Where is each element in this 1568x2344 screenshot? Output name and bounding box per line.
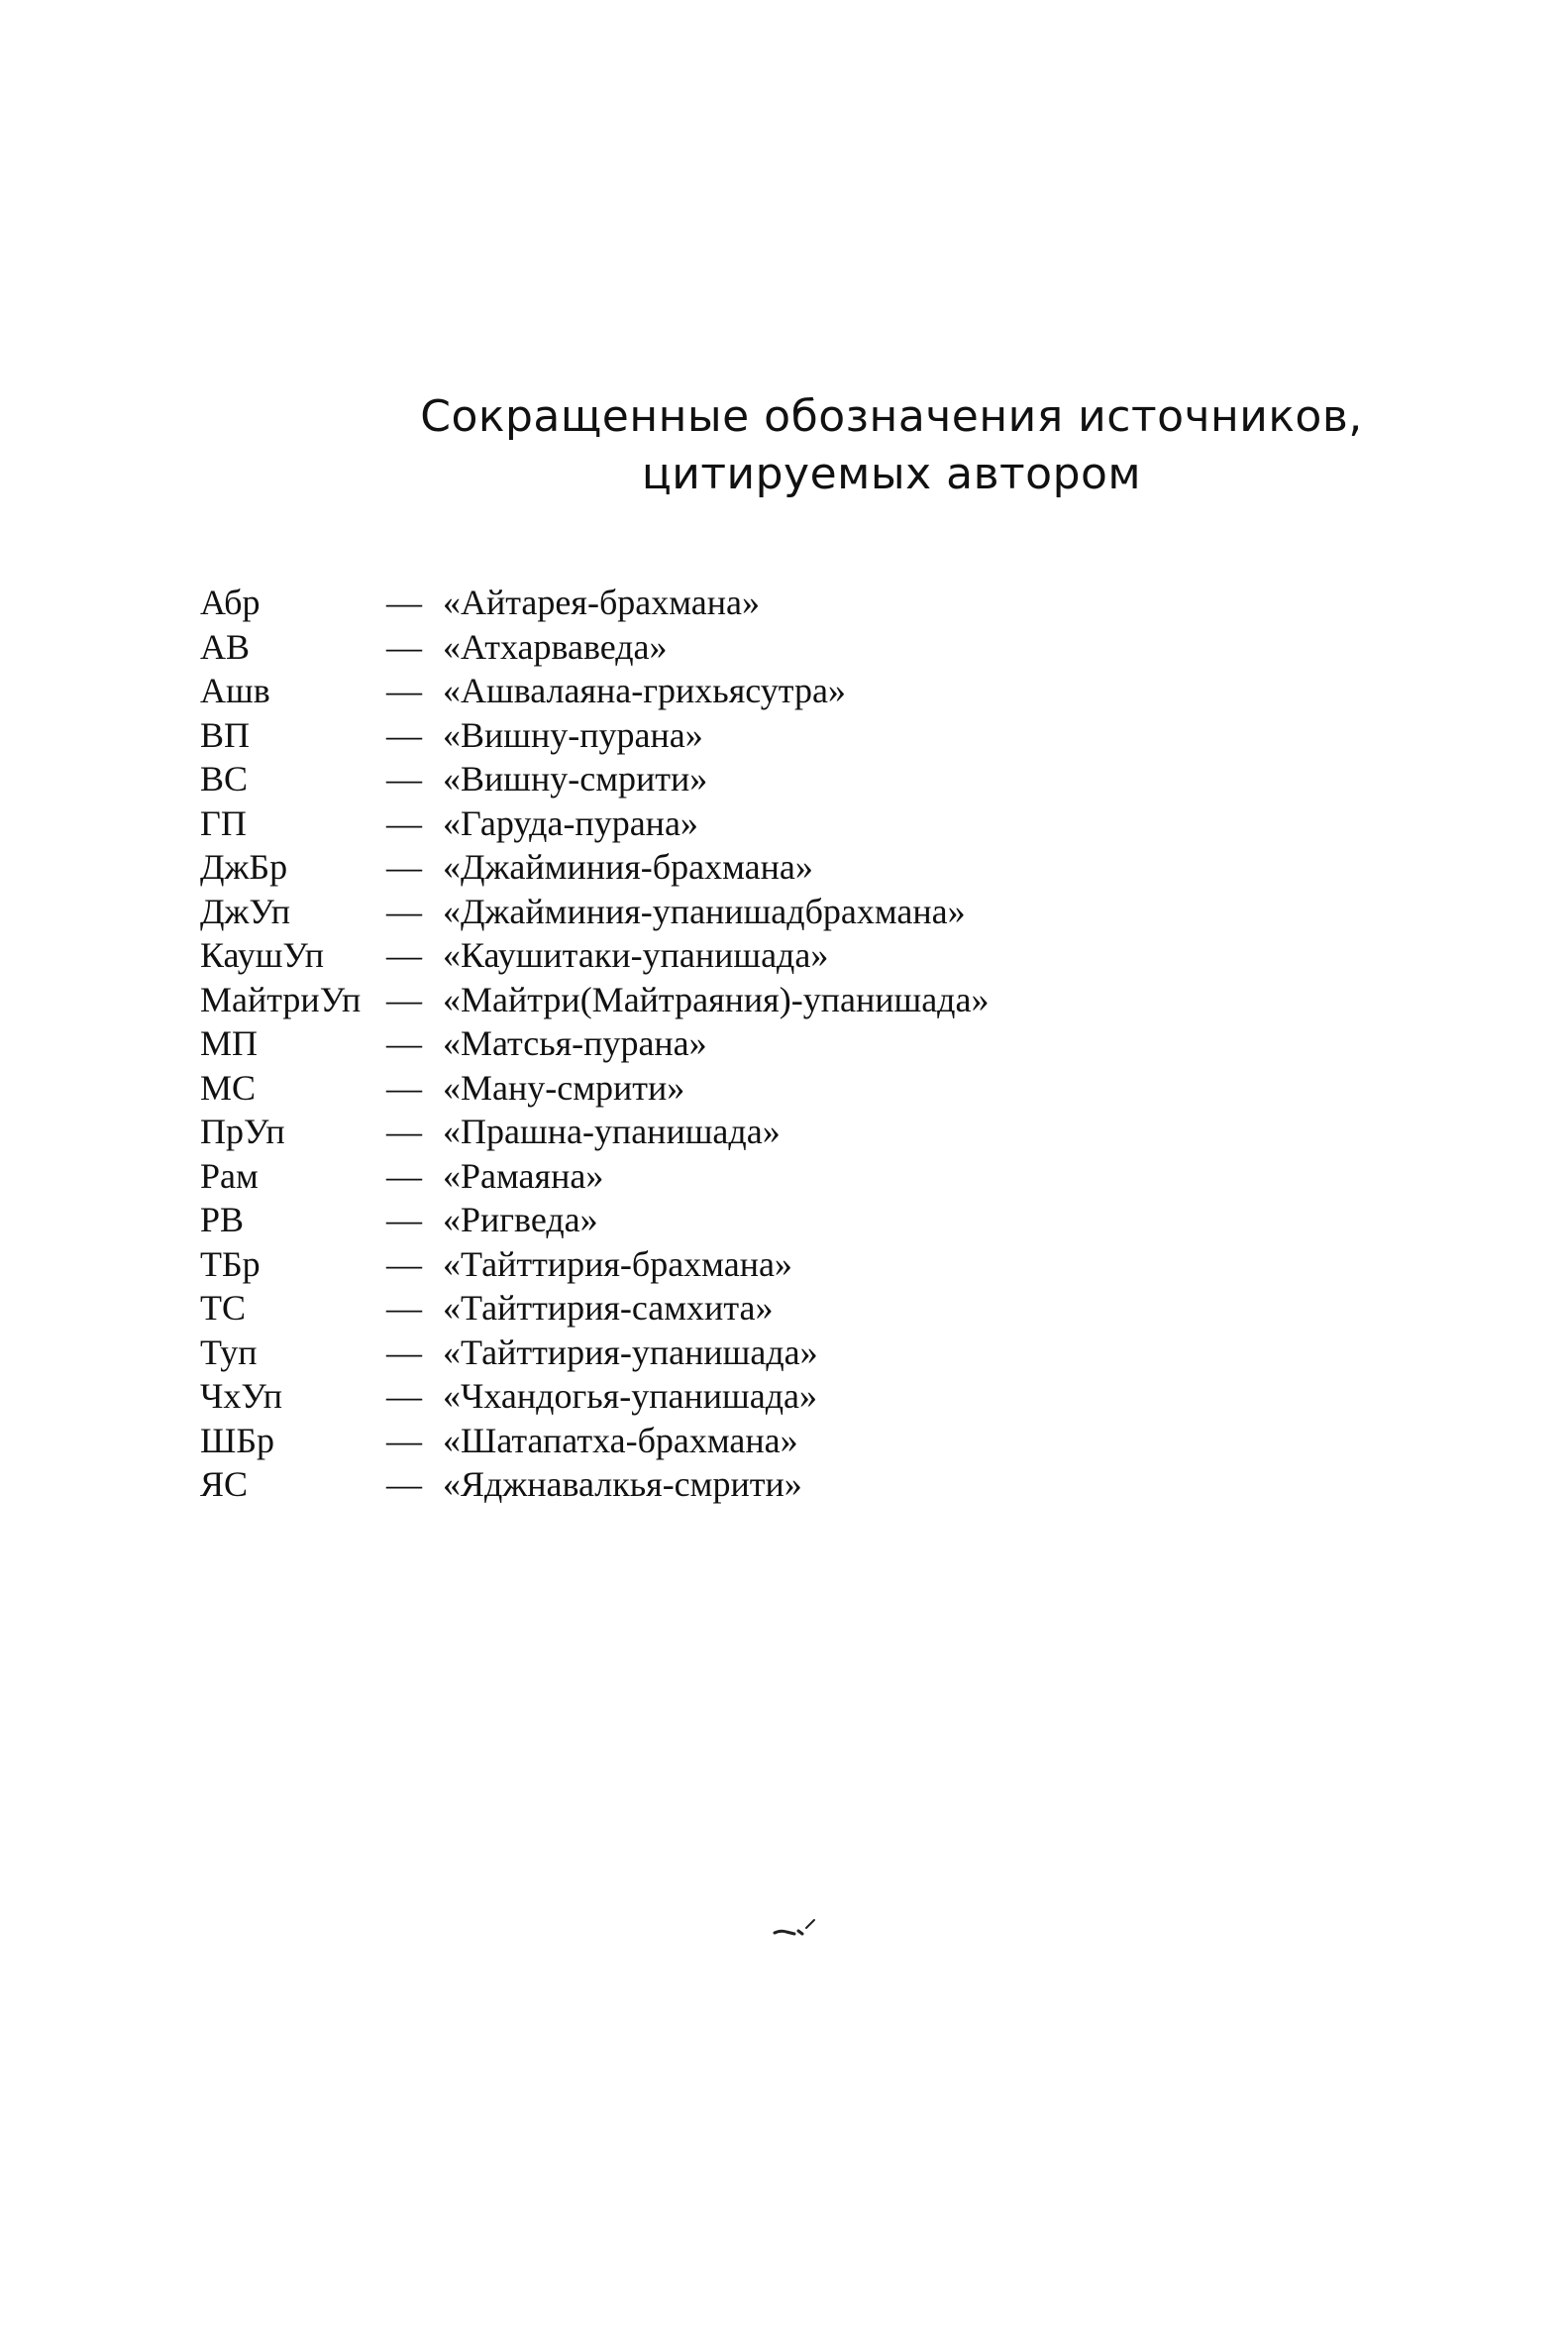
abbreviation: ВС — [200, 759, 249, 799]
dash-separator: — — [386, 979, 422, 1019]
abbreviation: Ашв — [200, 671, 270, 710]
source-title: «Матсья-пурана» — [443, 1023, 707, 1063]
abbreviation: ЧхУп — [200, 1376, 282, 1416]
dash-separator: — — [386, 1067, 422, 1108]
source-title: «Яджнавалкья-смрити» — [443, 1464, 802, 1504]
dash-separator: — — [386, 1023, 422, 1063]
dash-separator: — — [386, 1112, 422, 1151]
dash-separator: — — [386, 802, 422, 843]
dash-separator: — — [386, 671, 422, 710]
abbreviation: ГП — [200, 802, 247, 843]
dash-separator: — — [386, 935, 422, 975]
source-title: «Чхандогья-упанишада» — [443, 1376, 817, 1416]
source-title: «Прашна-упанишада» — [443, 1112, 781, 1151]
page-title-line-1: Сокращенные обозначения источников, — [420, 391, 1363, 442]
source-title: «Ашвалаяна-грихьясутра» — [443, 671, 846, 710]
dash-separator: — — [386, 714, 422, 755]
source-title: «Тайттирия-брахмана» — [443, 1243, 792, 1284]
dash-separator: — — [386, 626, 422, 667]
dash-separator: — — [386, 1332, 422, 1372]
abbreviation: ПрУп — [200, 1112, 285, 1151]
abbreviation: МайтриУп — [200, 979, 362, 1019]
source-title: «Майтри(Майтраяния)-упанишада» — [443, 979, 990, 1019]
abbreviation: МП — [200, 1023, 259, 1063]
abbreviation: ТС — [200, 1288, 247, 1328]
dash-separator: — — [386, 583, 422, 622]
dash-separator: — — [386, 847, 422, 887]
abbreviation: ТБр — [200, 1243, 261, 1284]
abbreviation: КаушУп — [200, 935, 324, 975]
dash-separator: — — [386, 1243, 422, 1284]
source-title: «Ману-смрити» — [443, 1067, 685, 1108]
abbreviation: ДжБр — [200, 847, 288, 887]
dash-separator: — — [386, 1288, 422, 1328]
dash-separator: — — [386, 1200, 422, 1239]
abbreviation: ВП — [200, 714, 251, 755]
source-title: «Каушитаки-упанишада» — [443, 935, 829, 975]
ink-mark — [773, 1916, 822, 1940]
abbreviation: АВ — [200, 626, 251, 667]
source-title: «Вишну-пурана» — [443, 714, 703, 755]
dash-separator: — — [386, 759, 422, 799]
source-title: «Джайминия-упанишадбрахмана» — [443, 891, 966, 931]
source-title: «Вишну-смрити» — [443, 759, 708, 799]
dash-separator: — — [386, 1376, 422, 1416]
source-title: «Тайттирия-упанишада» — [443, 1332, 818, 1372]
dash-separator: — — [386, 1420, 422, 1460]
abbreviation: Рам — [200, 1155, 259, 1196]
abbreviation: РВ — [200, 1200, 245, 1239]
abbreviation: ШБр — [200, 1420, 274, 1460]
source-title: «Джайминия-брахмана» — [443, 847, 813, 887]
abbreviation: МС — [200, 1067, 257, 1108]
page-title — [297, 388, 1486, 503]
dash-separator: — — [386, 1464, 422, 1504]
source-title: «Тайттирия-самхита» — [443, 1288, 774, 1328]
source-title: «Атхарваведа» — [443, 626, 668, 667]
abbreviation: Абр — [200, 583, 261, 622]
source-title: «Шатапатха-брахмана» — [443, 1420, 798, 1460]
source-title: «Ригведа» — [443, 1200, 598, 1239]
page-title-line-2: цитируемых автором — [641, 449, 1142, 499]
abbreviation: ДжУп — [200, 891, 291, 931]
dash-separator: — — [386, 891, 422, 931]
source-title: «Айтарея-брахмана» — [443, 583, 760, 622]
abbreviation: ЯС — [200, 1464, 249, 1504]
source-title: «Рамаяна» — [443, 1155, 604, 1196]
source-title: «Гаруда-пурана» — [443, 802, 698, 843]
dash-separator: — — [386, 1155, 422, 1196]
abbreviation: Туп — [200, 1332, 258, 1372]
